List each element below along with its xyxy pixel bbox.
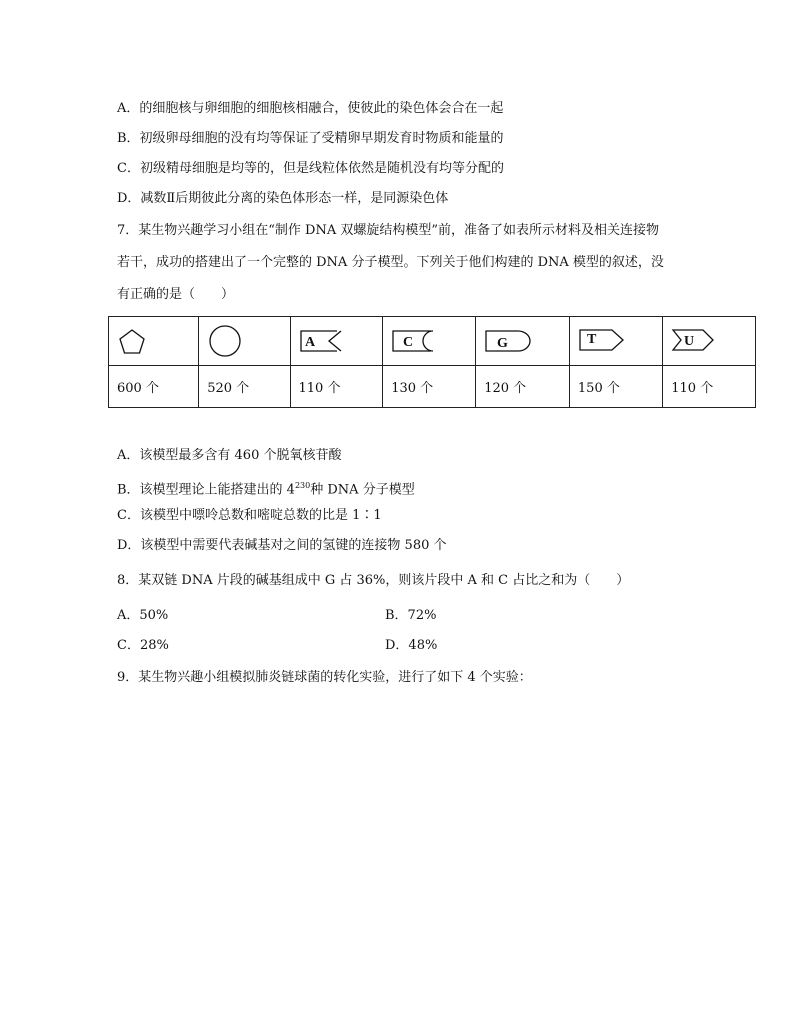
base-g-icon xyxy=(484,328,534,354)
base-g-letter: G xyxy=(497,336,509,351)
table-cell xyxy=(290,317,383,366)
q7-option-b-suffix: 种 DNA 分子模型 xyxy=(310,482,415,498)
q8-stem: 8．某双链 DNA 片段的碱基组成中 G 占 36%，则该片段中 A 和 C 占比之和为（ ） xyxy=(117,573,630,588)
materials-icon-row xyxy=(109,317,756,366)
q8-option-d: D．48% xyxy=(385,638,438,653)
table-cell xyxy=(569,317,662,366)
base-u-letter: U xyxy=(684,334,695,349)
base-t-letter: T xyxy=(586,332,597,347)
q7-option-a: A．该模型最多含有 460 个脱氧核苷酸 xyxy=(117,448,342,463)
materials-table xyxy=(108,316,756,408)
q7-option-d: D．该模型中需要代表碱基对之间的氢键的连接物 580 个 xyxy=(117,538,447,553)
base-t-icon xyxy=(578,328,626,354)
q6-option-d: D．减数Ⅱ后期彼此分离的染色体形态一样，是同源染色体 xyxy=(117,191,449,206)
q7-stem-line3: 有正确的是（ ） xyxy=(117,287,235,302)
table-cell xyxy=(383,317,476,366)
q7-option-c: C．该模型中嘌呤总数和嘧啶总数的比是 1∶1 xyxy=(117,508,382,523)
count-cell: 150 个 xyxy=(569,366,662,408)
base-c-letter: C xyxy=(403,335,414,350)
circle-icon xyxy=(207,324,243,358)
base-a-icon xyxy=(299,328,343,354)
q6-option-a: A．的细胞核与卵细胞的细胞核相融合，使彼此的染色体会合在一起 xyxy=(117,101,504,116)
q7-stem-line2: 若干，成功的搭建出了一个完整的 DNA 分子模型。下列关于他们构建的 DNA 模型的叙述，没 xyxy=(117,255,664,270)
base-u-icon xyxy=(671,328,715,354)
q7-option-b xyxy=(117,477,415,499)
q6-option-b: B．初级卵母细胞的没有均等保证了受精卵早期发育时物质和能量的 xyxy=(117,131,504,146)
base-a-letter: A xyxy=(304,335,315,350)
q7-option-b-prefix: B．该模型理论上能搭建出的 4 xyxy=(117,482,295,498)
count-cell: 130 个 xyxy=(383,366,476,408)
q6-option-c: C．初级精母细胞是均等的，但是线粒体依然是随机没有均等分配的 xyxy=(117,161,504,176)
count-cell: 110 个 xyxy=(663,366,756,408)
base-c-icon xyxy=(391,328,437,354)
count-cell: 520 个 xyxy=(199,366,290,408)
count-cell: 110 个 xyxy=(290,366,383,408)
q8-option-a: A．50% xyxy=(117,608,169,623)
pentagon-icon xyxy=(117,327,147,355)
q7-stem-line1: 7．某生物兴趣学习小组在“制作 DNA 双螺旋结构模型”前，准备了如表所示材料及相关连接物 xyxy=(117,223,660,238)
q9-stem: 9．某生物兴趣小组模拟肺炎链球菌的转化实验，进行了如下 4 个实验： xyxy=(117,670,532,685)
count-cell: 120 个 xyxy=(476,366,570,408)
table-cell xyxy=(663,317,756,366)
q7-option-b-exponent: 230 xyxy=(294,481,311,490)
table-cell xyxy=(199,317,290,366)
table-cell xyxy=(109,317,199,366)
materials-count-row xyxy=(109,366,756,408)
table-cell xyxy=(476,317,570,366)
q8-option-b: B．72% xyxy=(385,608,437,623)
q8-option-c: C．28% xyxy=(117,638,169,653)
count-cell: 600 个 xyxy=(109,366,199,408)
